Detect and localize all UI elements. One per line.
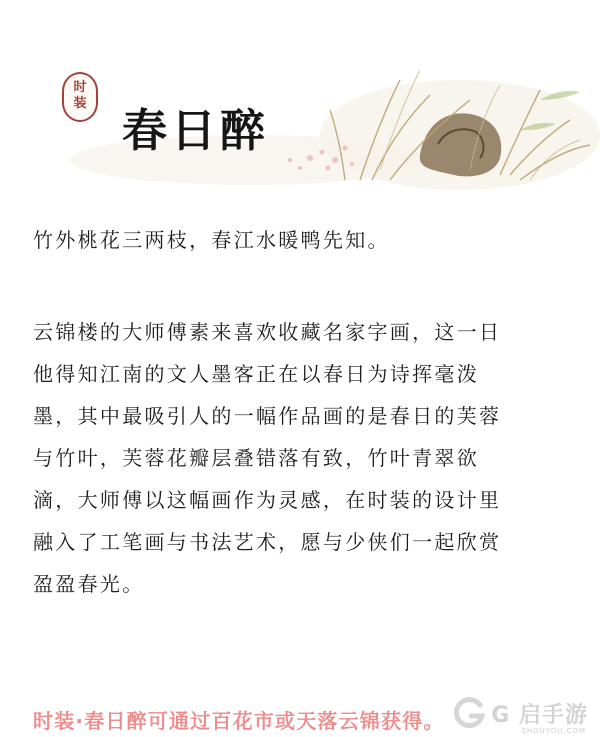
intro-line: 竹外桃花三两枝，春江水暖鸭先知。: [33, 228, 390, 252]
g-logo-icon: [453, 696, 487, 730]
seal-stamp: [62, 72, 98, 122]
spring-painting: [0, 40, 600, 200]
paragraph-line: 融入了工笔画与书法艺术，愿与少侠们一起欣赏: [33, 530, 502, 554]
paragraph-line: 滴，大师傅以这幅画作为灵感，在时装的设计里: [33, 488, 502, 512]
acquisition-note: 时装·春日醉可通过百花市或天落云锦获得。: [33, 709, 445, 733]
seal-char-2: 装: [73, 96, 87, 111]
paragraph-line: 墨，其中最吸引人的一幅作品画的是春日的芙蓉: [33, 404, 502, 428]
site-watermark: [453, 695, 588, 731]
paragraph-line: 云锦楼的大师傅素来喜欢收藏名家字画，这一日: [33, 320, 502, 344]
watermark-text: G 启手游: [491, 702, 588, 728]
paragraph-line: 盈盈春光。: [33, 572, 145, 596]
page-title: 春日醉: [122, 104, 270, 157]
paragraph-line: 他得知江南的文人墨客正在以春日为诗挥毫泼: [33, 362, 479, 386]
header-banner: [0, 0, 600, 200]
watermark-url: SHOUYOU.COM: [521, 727, 586, 735]
paragraph-line: 与竹叶，芙蓉花瓣层叠错落有致，竹叶青翠欲: [33, 446, 479, 470]
seal-char-1: 时: [73, 80, 87, 95]
